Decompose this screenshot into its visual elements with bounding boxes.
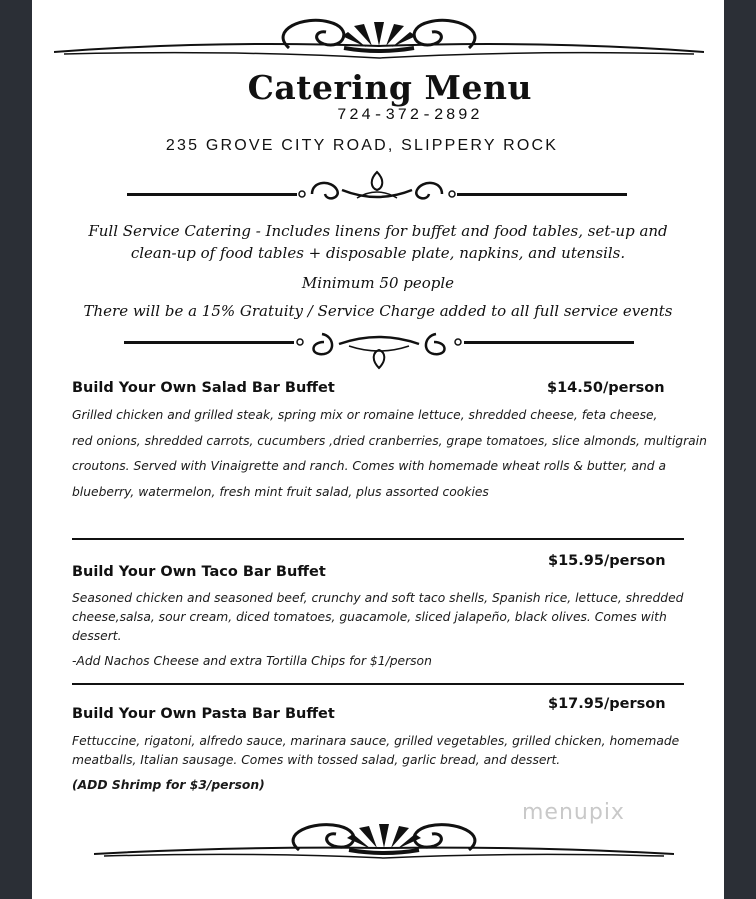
taco-desc-line: cheese,salsa, sour cream, diced tomatoes, guacamole, sliced jalapeño, black olives. Comes with (72, 610, 667, 624)
bottom-flourish-ornament (94, 816, 674, 866)
pasta-addon: (ADD Shrimp for $3/person) (72, 778, 265, 792)
taco-desc-line: dessert. (72, 629, 122, 643)
intro-line-2: clean-up of food tables + disposable plate, napkins, and utensils. (130, 244, 626, 262)
salad-desc-line: blueberry, watermelon, fresh mint fruit salad, plus assorted cookies (72, 485, 489, 499)
price-pasta: $17.95/person (548, 696, 666, 712)
salad-desc-line: red onions, shredded carrots, cucumbers ,dried cranberries, grape tomatoes, slice almonds, multigrain (72, 434, 707, 448)
phone-number: 724-372-2892 (337, 106, 483, 124)
menupix-watermark: menupix (522, 800, 625, 825)
section-title-pasta: Build Your Own Pasta Bar Buffet (72, 706, 335, 722)
minimum-guests: Minimum 50 people (301, 274, 455, 292)
salad-desc-line: croutons. Served with Vinaigrette and ranch. Comes with homemade wheat rolls & butter, and a (72, 459, 667, 473)
taco-addon: -Add Nachos Cheese and extra Tortilla Chips for $1/person (72, 654, 432, 668)
taco-desc-line: Seasoned chicken and seasoned beef, crunchy and soft taco shells, Spanish rice, lettuce, shredded (72, 591, 684, 605)
gratuity-note: There will be a 15% Gratuity / Service Charge added to all full service events (83, 302, 673, 320)
salad-desc-line: Grilled chicken and grilled steak, spring mix or romaine lettuce, shredded cheese, feta cheese, (72, 408, 658, 422)
price-salad: $14.50/person (547, 380, 665, 396)
divider-ornament (127, 168, 627, 208)
page-title: Catering Menu (247, 68, 532, 107)
intro-line-1: Full Service Catering - Includes linens for buffet and food tables, set-up and (88, 222, 668, 240)
menu-page (32, 0, 724, 899)
section-title-taco: Build Your Own Taco Bar Buffet (72, 564, 326, 580)
price-taco: $15.95/person (548, 553, 666, 569)
section-divider (72, 683, 684, 685)
section-divider (72, 538, 684, 540)
section-title-salad: Build Your Own Salad Bar Buffet (72, 380, 335, 396)
pasta-desc-line: Fettuccine, rigatoni, alfredo sauce, marinara sauce, grilled vegetables, grilled chicken, homemade (72, 734, 680, 748)
top-flourish-ornament (54, 10, 704, 66)
pasta-desc-line: meatballs, Italian sausage. Comes with tossed salad, garlic bread, and dessert. (72, 753, 561, 767)
address: 235 GROVE CITY ROAD, SLIPPERY ROCK (165, 137, 559, 154)
divider-ornament-2 (124, 326, 634, 372)
